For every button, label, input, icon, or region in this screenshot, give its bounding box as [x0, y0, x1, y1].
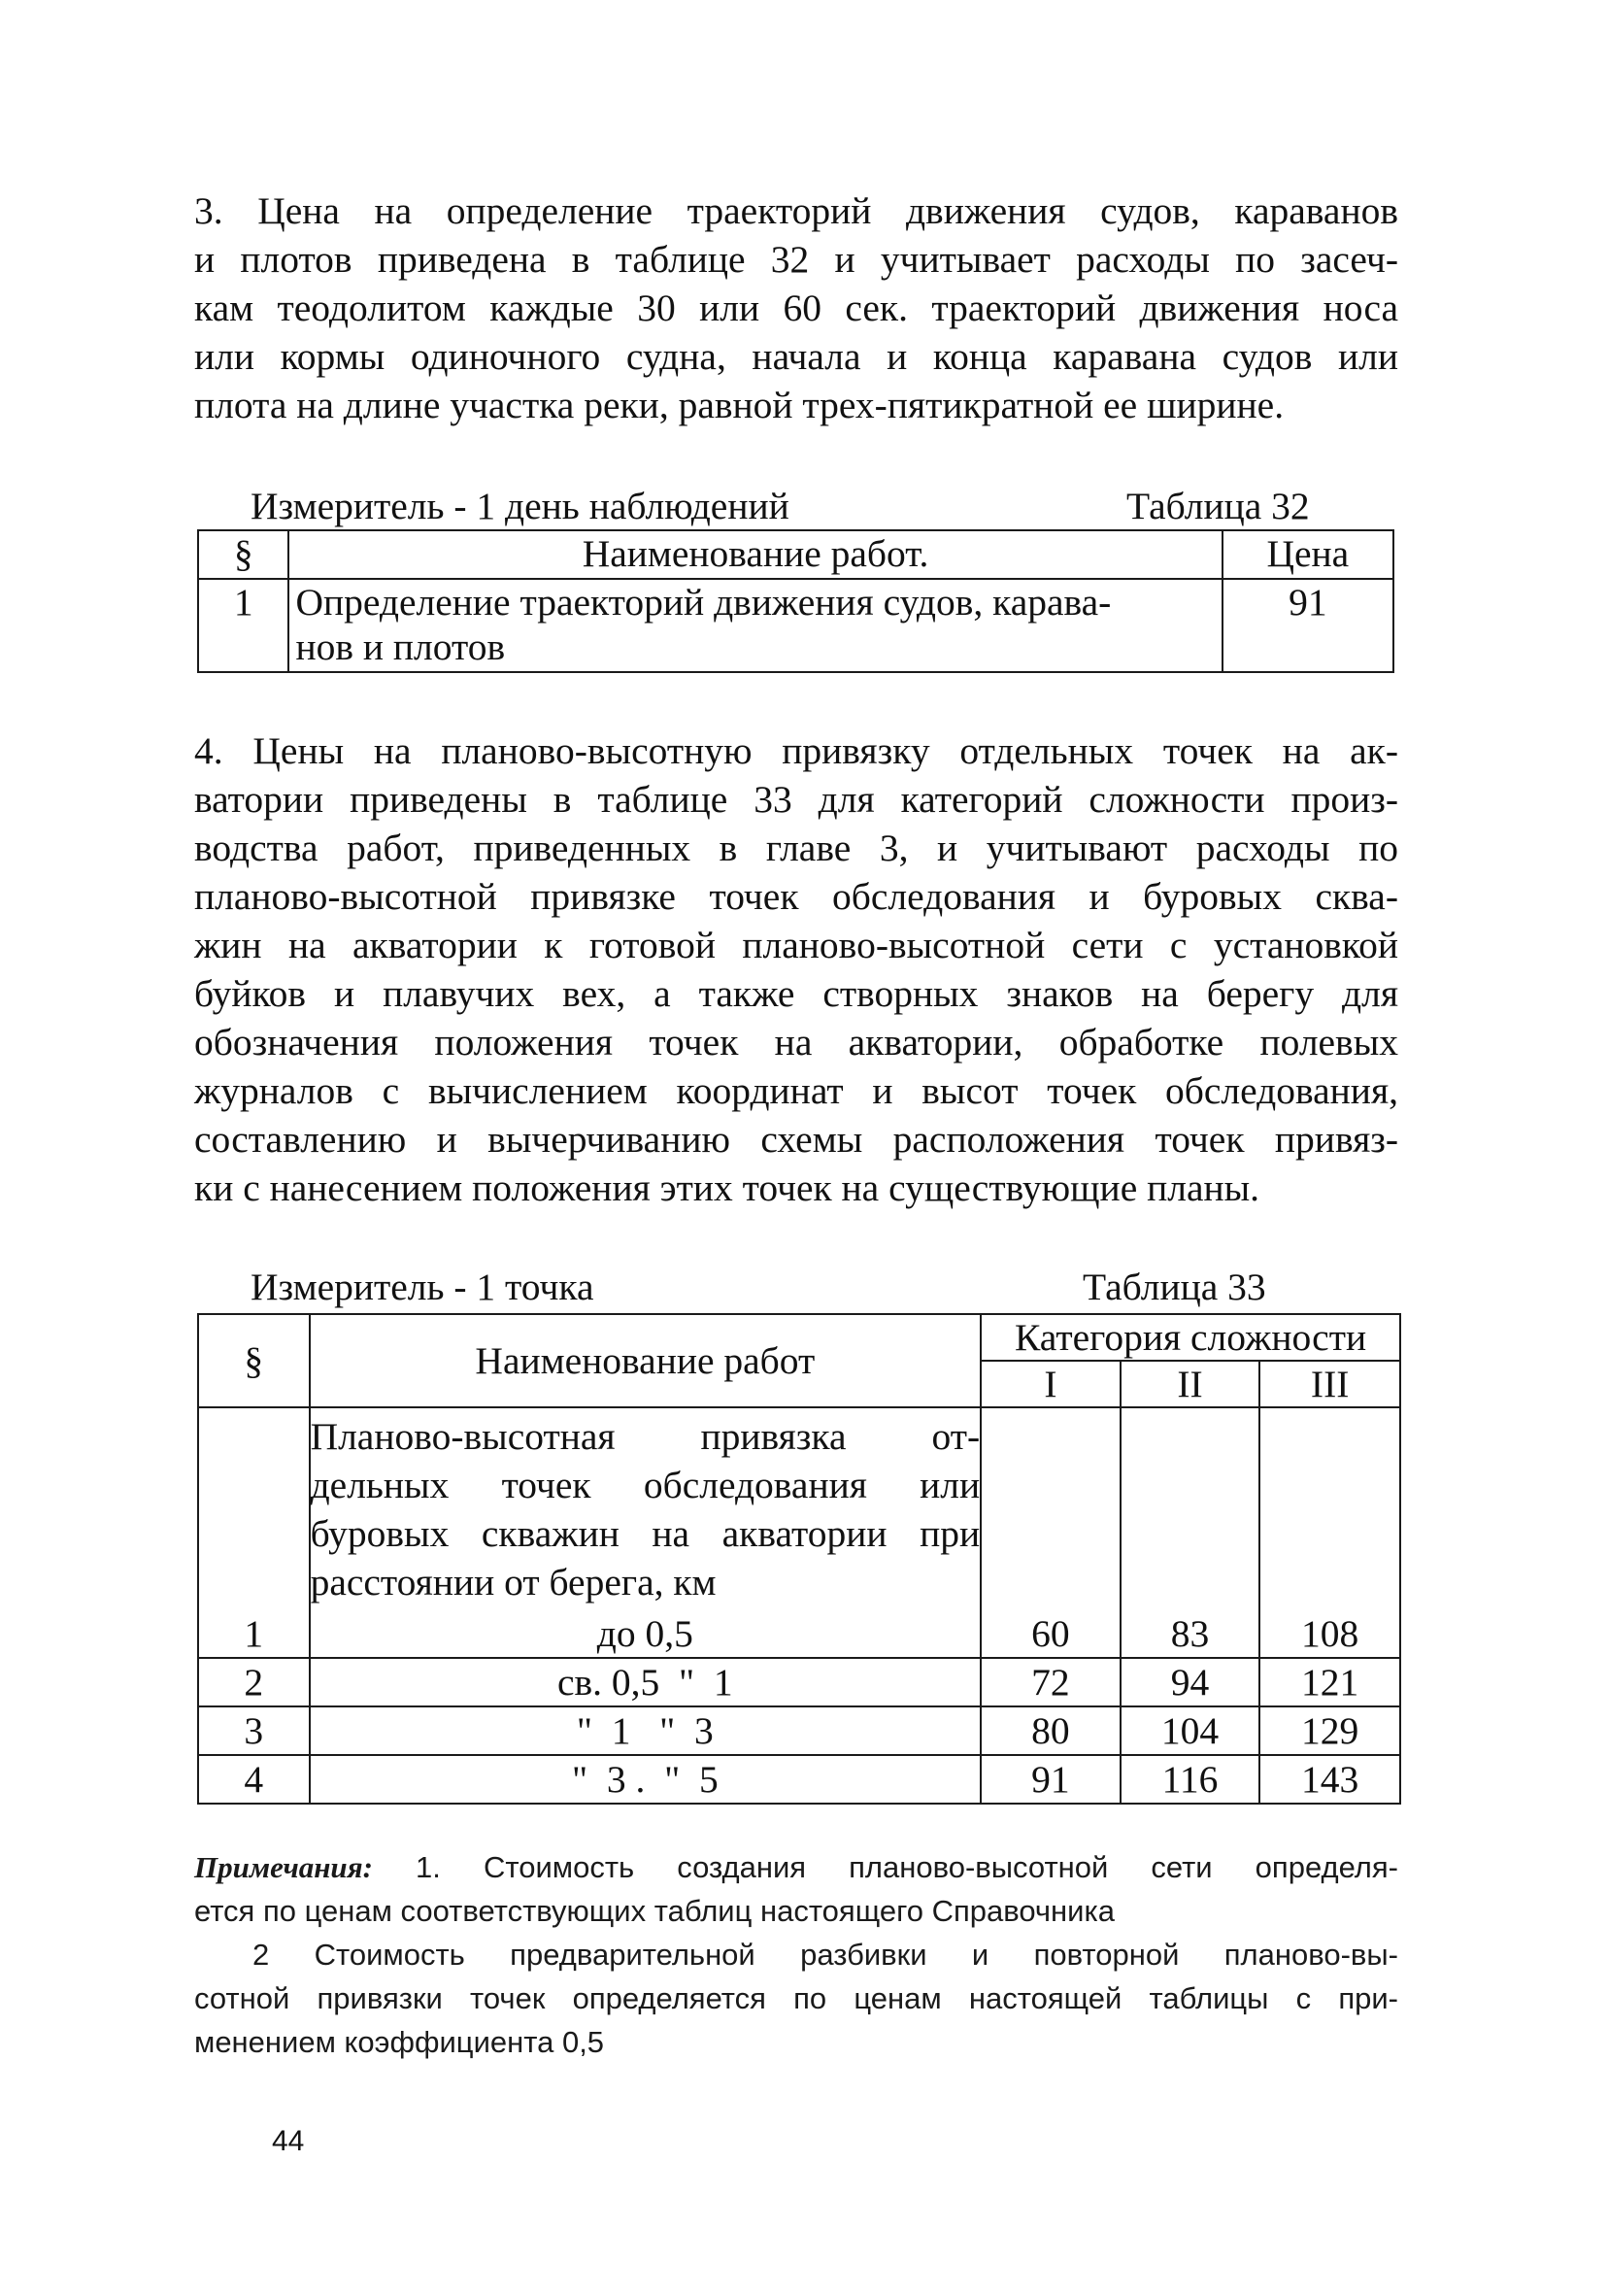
- table33-desc-line: Планово-высотная привязка от-: [310, 1414, 981, 1458]
- table33-row-cat3: 121: [1259, 1658, 1400, 1706]
- table33-label: Таблица 33: [1083, 1266, 1266, 1308]
- table33-row-cat3: 129: [1259, 1706, 1400, 1755]
- table-row: [198, 1755, 1400, 1804]
- table32-header-name: Наименование работ.: [288, 530, 1222, 579]
- table33-row-section: 1: [198, 1609, 310, 1658]
- paragraph-3: [194, 186, 1398, 429]
- table-33: [197, 1313, 1401, 1805]
- paragraph-line: и плотов приведена в таблице 32 и учитывает расходы по засеч-: [194, 238, 1398, 281]
- notes-label: Примечания:: [194, 1850, 373, 1884]
- table33-desc-row: [198, 1407, 1400, 1609]
- table33-header-category: Категория сложности: [981, 1314, 1400, 1361]
- table33-row-section: 2: [198, 1658, 310, 1706]
- paragraph-line: журналов с вычислением координат и высот точек обследования,: [194, 1069, 1398, 1112]
- table33-row-section: 3: [198, 1706, 310, 1755]
- page-number: 44: [272, 2125, 305, 2157]
- table33-desc-line: буровых скважин на акватории при: [310, 1511, 981, 1555]
- paragraph-line: буйков и плавучих вех, а также створных знаков на берегу для: [194, 972, 1398, 1015]
- paragraph-line: обозначения положения точек на акватории, обработке полевых: [194, 1021, 1398, 1064]
- table32-label: Таблица 32: [1126, 485, 1310, 527]
- table33-description: [310, 1407, 982, 1609]
- table32-row-name-line: нов и плотов: [295, 625, 506, 668]
- table33-header-row-1: [198, 1314, 1400, 1361]
- table33-desc-line: дельных точек обследования или: [310, 1463, 981, 1506]
- table33-header-section: §: [198, 1314, 310, 1407]
- paragraph-line: плота на длине участка реки, равной трех-пятикратной ее ширине.: [194, 384, 1285, 426]
- table32-header-row: [198, 530, 1393, 579]
- table33-desc-cat3-empty: [1259, 1407, 1400, 1609]
- table32-row-section: 1: [198, 579, 288, 672]
- notes-line: [194, 1845, 1398, 1889]
- table32-row-price: 91: [1223, 579, 1393, 672]
- table-row: [198, 579, 1393, 672]
- table-row: [198, 1609, 1400, 1658]
- notes-line: сотной привязки точек определяется по ценам настоящей таблицы с при-: [194, 1981, 1398, 2015]
- table33-desc-cat1-empty: [981, 1407, 1121, 1609]
- table33-row-cat1: 72: [981, 1658, 1121, 1706]
- table33-row-cat2: 94: [1121, 1658, 1260, 1706]
- table33-row-section: 4: [198, 1755, 310, 1804]
- table32-header-price: Цена: [1223, 530, 1393, 579]
- notes-line: ется по ценам соответствующих таблиц настоящего Справочника: [194, 1894, 1115, 1928]
- notes-line1-text: 1. Стоимость создания планово-высотной сети определя-: [416, 1850, 1398, 1884]
- paragraph-line: 3. Цена на определение траекторий движения судов, караванов: [194, 189, 1398, 232]
- table33-unit: Измеритель - 1 точка: [251, 1266, 594, 1308]
- table33-row-name: св. 0,5 " 1: [310, 1658, 982, 1706]
- table33-header-cat1: I: [981, 1361, 1121, 1407]
- table33-header-name: Наименование работ: [310, 1314, 982, 1407]
- table33-row-cat3: 108: [1259, 1609, 1400, 1658]
- table-row: [198, 1706, 1400, 1755]
- table33-row-cat3: 143: [1259, 1755, 1400, 1804]
- table33-row-cat1: 91: [981, 1755, 1121, 1804]
- table33-row-cat2: 104: [1121, 1706, 1260, 1755]
- table-32: [197, 529, 1394, 673]
- table32-row-name: [288, 579, 1222, 672]
- table32-row-name-line: Определение траекторий движения судов, карава-: [295, 581, 1112, 624]
- table32-unit: Измеритель - 1 день наблюдений: [251, 485, 789, 527]
- notes: [194, 1845, 1398, 2064]
- paragraph-line: планово-высотной привязке точек обследования и буровых сква-: [194, 875, 1398, 918]
- paragraph-line: ватории приведены в таблице 33 для категорий сложности произ-: [194, 778, 1398, 821]
- paragraph-line: составлению и вычерчиванию схемы расположения точек привяз-: [194, 1118, 1398, 1161]
- table33-row-name: " 3 . " 5: [310, 1755, 982, 1804]
- table33-desc-line: расстоянии от берега, км: [310, 1560, 717, 1604]
- paragraph-line: водства работ, приведенных в главе 3, и учитывают расходы по: [194, 827, 1398, 869]
- table33-row-name: " 1 " 3: [310, 1706, 982, 1755]
- paragraph-line: жин на акватории к готовой планово-высотной сети с установкой: [194, 924, 1398, 966]
- table33-header-cat2: II: [1121, 1361, 1260, 1407]
- table32-header-section: §: [198, 530, 288, 579]
- table33-row-cat2: 83: [1121, 1609, 1260, 1658]
- table33-desc-cat2-empty: [1121, 1407, 1260, 1609]
- table33-row-cat1: 80: [981, 1706, 1121, 1755]
- notes-line: менением коэффициента 0,5: [194, 2025, 605, 2059]
- paragraph-line: 4. Цены на планово-высотную привязку отдельных точек на ак-: [194, 729, 1398, 772]
- table33-row-cat2: 116: [1121, 1755, 1260, 1804]
- table33-header-cat3: III: [1259, 1361, 1400, 1407]
- paragraph-line: кам теодолитом каждые 30 или 60 сек. траекторий движения носа: [194, 287, 1398, 329]
- paragraph-line: ки с нанесением положения этих точек на существующие планы.: [194, 1166, 1260, 1209]
- table33-row-cat1: 60: [981, 1609, 1121, 1658]
- table33-desc-section-empty: [198, 1407, 310, 1609]
- notes-line: 2 Стоимость предварительной разбивки и повторной планово-вы-: [252, 1938, 1398, 1972]
- table-row: [198, 1658, 1400, 1706]
- paragraph-line: или кормы одиночного судна, начала и конца каравана судов или: [194, 335, 1398, 378]
- table33-row-name: до 0,5: [310, 1609, 982, 1658]
- paragraph-4: [194, 726, 1398, 1212]
